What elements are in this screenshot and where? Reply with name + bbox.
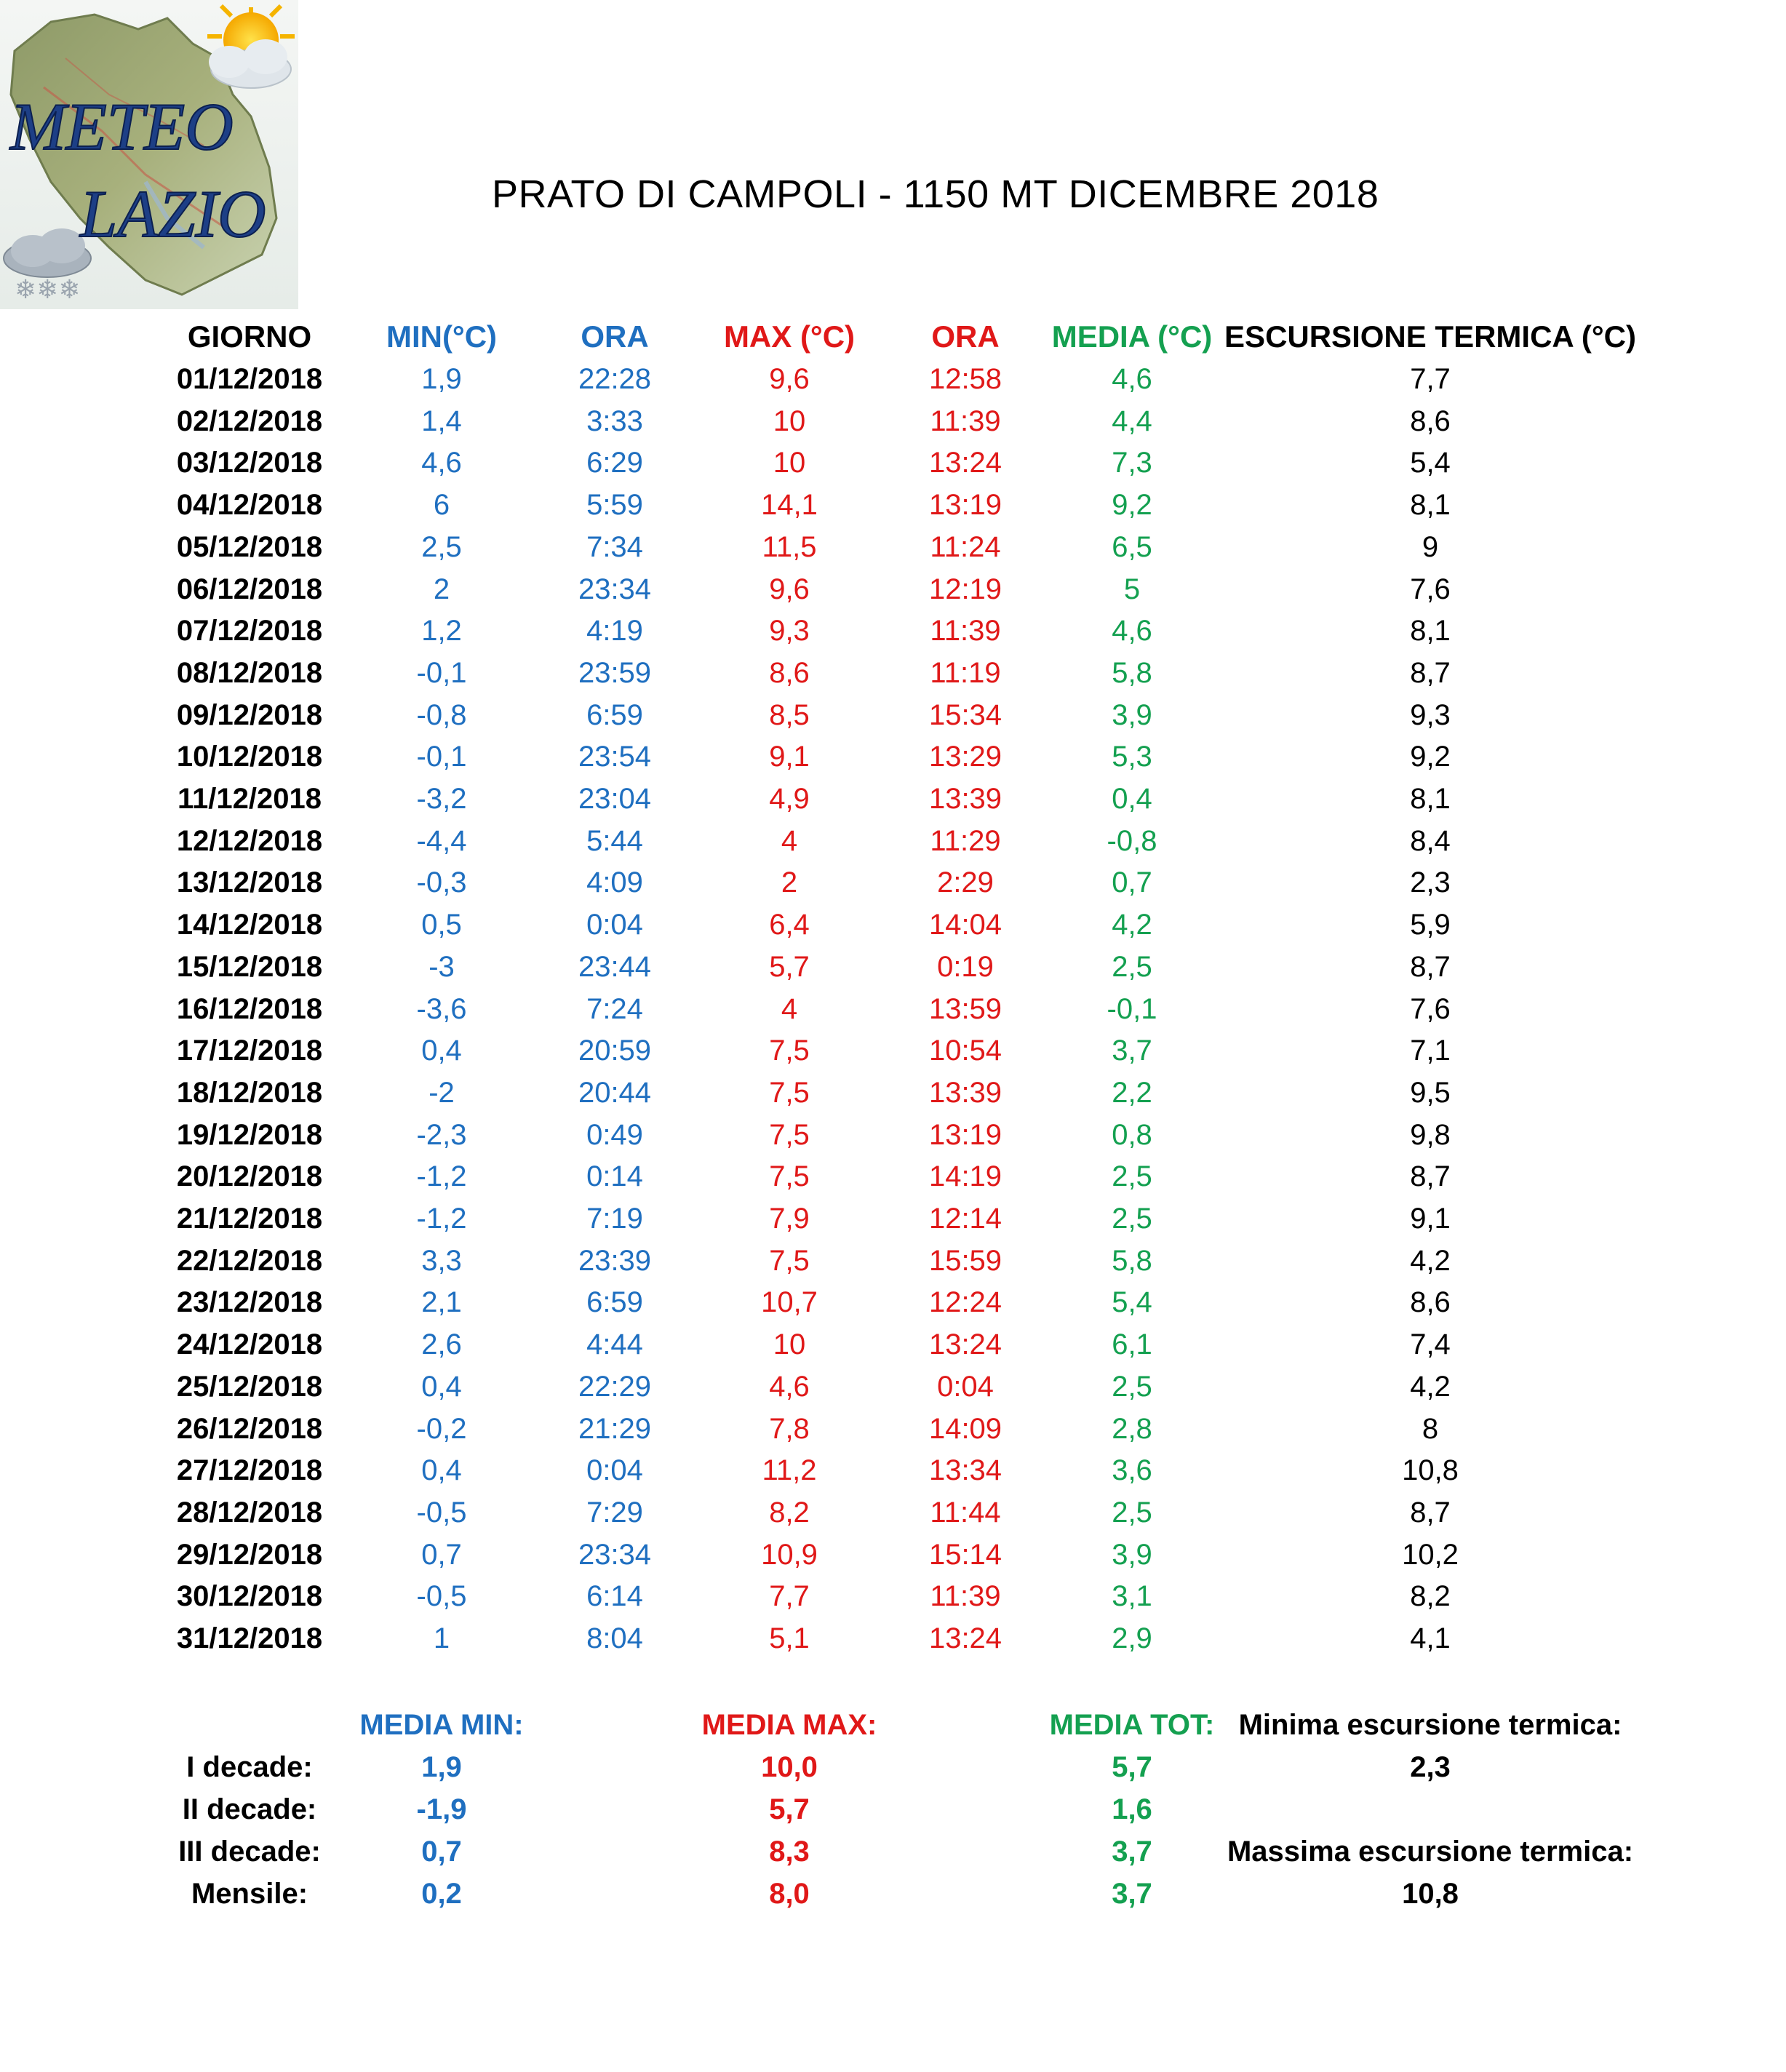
cell-avg: 5,3 [1112, 741, 1152, 773]
cell-excursion: 7,1 [1410, 1035, 1451, 1067]
cell-excursion: 5,9 [1410, 909, 1451, 941]
cell-time-min: 23:39 [578, 1245, 652, 1277]
cell-max: 4 [781, 825, 798, 857]
summary-header-tot: MEDIA TOT: [1049, 1709, 1215, 1741]
cell-excursion: 8,1 [1410, 783, 1451, 815]
cell-max: 5,1 [769, 1622, 810, 1654]
cell-time-min: 22:28 [578, 363, 652, 395]
cell-min: 4,6 [421, 447, 462, 479]
cell-date: 14/12/2018 [176, 909, 323, 941]
cell-min: 2,6 [421, 1328, 462, 1360]
cell-time-max: 11:39 [930, 615, 1001, 647]
table-row [0, 1029, 1786, 1072]
cell-max: 2 [781, 866, 798, 898]
cell-avg: 2,5 [1112, 951, 1152, 983]
svg-text:LAZIO: LAZIO [80, 177, 266, 251]
cell-avg: 4,4 [1112, 405, 1152, 437]
header-avg: MEDIA (°C) [1051, 319, 1213, 354]
cell-min: 2,5 [421, 531, 462, 563]
cell-max: 4 [781, 993, 798, 1025]
cell-time-max: 13:24 [928, 1328, 1002, 1360]
cell-excursion: 5,4 [1410, 447, 1451, 479]
cell-date: 16/12/2018 [176, 993, 323, 1025]
cell-time-max: 13:19 [928, 1119, 1002, 1151]
cell-avg: 2,8 [1112, 1413, 1152, 1445]
cell-excursion: 8,1 [1410, 615, 1451, 647]
cell-time-min: 4:09 [586, 866, 643, 898]
cell-time-max: 15:59 [928, 1245, 1002, 1277]
cell-date: 09/12/2018 [176, 699, 323, 731]
summary-header-max: MEDIA MAX: [701, 1709, 877, 1741]
header-min: MIN(°C) [386, 319, 498, 354]
cell-time-min: 23:34 [578, 1539, 652, 1571]
table-row [0, 568, 1786, 610]
cell-avg: 5 [1123, 573, 1141, 605]
daily-table [0, 358, 1786, 1660]
cell-excursion: 2,3 [1410, 866, 1451, 898]
cell-min: -0,1 [416, 657, 467, 689]
cell-date: 04/12/2018 [176, 489, 323, 521]
cell-max: 9,3 [769, 615, 810, 647]
cell-time-min: 23:54 [578, 741, 652, 773]
table-row [0, 1323, 1786, 1366]
table-row [0, 694, 1786, 736]
cell-avg: 2,5 [1112, 1160, 1152, 1192]
cell-date: 30/12/2018 [176, 1580, 323, 1612]
cell-time-max: 13:34 [928, 1454, 1002, 1486]
header-excursion: ESCURSIONE TERMICA (°C) [1224, 319, 1636, 354]
cell-excursion: 9,2 [1410, 741, 1451, 773]
cell-min: -0,2 [416, 1413, 467, 1445]
cell-time-max: 12:14 [928, 1203, 1002, 1235]
cell-min: 1,4 [421, 405, 462, 437]
cell-excursion: 8,7 [1410, 657, 1451, 689]
cell-excursion: 7,6 [1410, 993, 1451, 1025]
svg-text:❄❄❄: ❄❄❄ [15, 275, 81, 305]
cell-time-max: 12:24 [928, 1286, 1002, 1318]
summary-min-value: 0,7 [421, 1836, 462, 1868]
summary-header-min-excursion: Minima escursione termica: [1238, 1709, 1622, 1741]
cell-max: 7,5 [769, 1160, 810, 1192]
cell-excursion: 8,7 [1410, 1497, 1451, 1529]
cell-date: 18/12/2018 [176, 1077, 323, 1109]
cell-time-min: 0:04 [586, 1454, 643, 1486]
cell-time-max: 11:39 [930, 1580, 1001, 1612]
summary-label: II decade: [182, 1793, 317, 1825]
cell-max: 7,5 [769, 1077, 810, 1109]
cell-time-min: 3:33 [586, 405, 643, 437]
cell-max: 7,9 [769, 1203, 810, 1235]
cell-time-min: 7:19 [586, 1203, 643, 1235]
cell-max: 10 [773, 405, 806, 437]
cell-date: 01/12/2018 [176, 363, 323, 395]
cell-min: -3 [428, 951, 455, 983]
cell-excursion: 4,2 [1410, 1371, 1451, 1403]
cell-time-max: 13:39 [928, 783, 1002, 815]
cell-date: 03/12/2018 [176, 447, 323, 479]
cell-excursion: 8,1 [1410, 489, 1451, 521]
cell-excursion: 8,2 [1410, 1580, 1451, 1612]
table-row [0, 1534, 1786, 1576]
cell-avg: 9,2 [1112, 489, 1152, 521]
cell-time-min: 23:59 [578, 657, 652, 689]
meteo-lazio-logo [0, 0, 298, 309]
cell-time-min: 21:29 [578, 1413, 652, 1445]
cell-time-max: 13:39 [928, 1077, 1002, 1109]
cell-max: 8,5 [769, 699, 810, 731]
cell-date: 27/12/2018 [176, 1454, 323, 1486]
cell-min: -0,1 [416, 741, 467, 773]
cell-max: 7,8 [769, 1413, 810, 1445]
cell-time-min: 8:04 [586, 1622, 643, 1654]
cell-time-min: 0:49 [586, 1119, 643, 1151]
cell-avg: 4,6 [1112, 363, 1152, 395]
summary-section [0, 1704, 1786, 1922]
cell-min: -0,5 [416, 1497, 467, 1529]
cell-date: 06/12/2018 [176, 573, 323, 605]
header-time-min: ORA [581, 319, 649, 354]
cell-time-min: 6:59 [586, 699, 643, 731]
cell-min: -0,5 [416, 1580, 467, 1612]
cell-date: 17/12/2018 [176, 1035, 323, 1067]
cell-time-min: 6:14 [586, 1580, 643, 1612]
cell-max: 10,7 [761, 1286, 818, 1318]
cell-time-max: 11:39 [930, 405, 1001, 437]
cell-time-min: 4:44 [586, 1328, 643, 1360]
cell-excursion: 9,3 [1410, 699, 1451, 731]
cell-excursion: 4,2 [1410, 1245, 1451, 1277]
cell-avg: -0,1 [1107, 993, 1157, 1025]
cell-max: 7,5 [769, 1035, 810, 1067]
cell-min: 2 [433, 573, 450, 605]
cell-time-max: 11:29 [930, 825, 1001, 857]
cell-max: 8,2 [769, 1497, 810, 1529]
summary-tot-value: 1,6 [1112, 1793, 1152, 1825]
cell-date: 29/12/2018 [176, 1539, 323, 1571]
cell-avg: 0,7 [1112, 866, 1152, 898]
cell-time-max: 12:58 [928, 363, 1002, 395]
cell-avg: 2,5 [1112, 1371, 1152, 1403]
cell-excursion: 10,8 [1402, 1454, 1459, 1486]
summary-min-value: 1,9 [421, 1751, 462, 1783]
cell-time-max: 13:24 [928, 447, 1002, 479]
table-row [0, 1575, 1786, 1617]
cell-avg: 4,6 [1112, 615, 1152, 647]
cell-date: 26/12/2018 [176, 1413, 323, 1445]
cell-avg: 5,8 [1112, 657, 1152, 689]
table-row [0, 1072, 1786, 1114]
cell-avg: 2,9 [1112, 1622, 1152, 1654]
table-row [0, 778, 1786, 820]
cell-max: 7,5 [769, 1119, 810, 1151]
summary-tot-value: 5,7 [1112, 1751, 1152, 1783]
header-max: MAX (°C) [723, 319, 856, 354]
header-date: GIORNO [187, 319, 312, 354]
table-row [0, 988, 1786, 1030]
cell-time-min: 5:59 [586, 489, 643, 521]
cell-min: 0,5 [421, 909, 462, 941]
cell-max: 9,1 [769, 741, 810, 773]
cell-time-max: 13:59 [928, 993, 1002, 1025]
cell-time-max: 14:19 [928, 1160, 1002, 1192]
cell-date: 20/12/2018 [176, 1160, 323, 1192]
summary-header-max-excursion: Massima escursione termica: [1227, 1836, 1634, 1868]
cell-min: 3,3 [421, 1245, 462, 1277]
cell-time-max: 12:19 [928, 573, 1002, 605]
svg-text:METEO: METEO [10, 89, 234, 164]
cell-avg: 4,2 [1112, 909, 1152, 941]
cell-min: -1,2 [416, 1203, 467, 1235]
table-row [0, 1449, 1786, 1491]
cell-excursion: 7,4 [1410, 1328, 1451, 1360]
cell-excursion: 7,6 [1410, 573, 1451, 605]
cell-excursion: 7,7 [1410, 363, 1451, 395]
cell-date: 25/12/2018 [176, 1371, 323, 1403]
table-row [0, 400, 1786, 442]
cell-time-max: 11:24 [930, 531, 1001, 563]
cell-min: -2 [428, 1077, 455, 1109]
table-row [0, 1198, 1786, 1240]
cell-max: 14,1 [761, 489, 818, 521]
table-row [0, 1491, 1786, 1534]
summary-max-value: 5,7 [769, 1793, 810, 1825]
cell-min: -3,6 [416, 993, 467, 1025]
cell-max: 10 [773, 1328, 806, 1360]
cell-date: 11/12/2018 [178, 783, 322, 815]
cell-time-min: 6:59 [586, 1286, 643, 1318]
cell-avg: 2,2 [1112, 1077, 1152, 1109]
cell-avg: 2,5 [1112, 1497, 1152, 1529]
min-excursion-value: 2,3 [1410, 1751, 1451, 1783]
cell-avg: 7,3 [1112, 447, 1152, 479]
cell-avg: 0,8 [1112, 1119, 1152, 1151]
header-time-max: ORA [931, 319, 1000, 354]
cell-time-max: 14:09 [928, 1413, 1002, 1445]
summary-header-min: MEDIA MIN: [359, 1709, 524, 1741]
cell-max: 11,2 [762, 1454, 817, 1486]
cell-max: 4,6 [769, 1371, 810, 1403]
cell-date: 28/12/2018 [176, 1497, 323, 1529]
table-row [0, 1617, 1786, 1659]
table-row [0, 820, 1786, 862]
table-row [0, 904, 1786, 946]
cell-date: 05/12/2018 [176, 531, 323, 563]
cell-min: 0,4 [421, 1035, 462, 1067]
cell-time-max: 13:24 [928, 1622, 1002, 1654]
table-row [0, 1408, 1786, 1450]
cell-time-min: 7:34 [586, 531, 643, 563]
table-row [0, 526, 1786, 568]
summary-tot-value: 3,7 [1112, 1836, 1152, 1868]
cell-time-max: 15:14 [928, 1539, 1002, 1571]
cell-max: 5,7 [769, 951, 810, 983]
cell-min: 6 [433, 489, 450, 521]
table-row [0, 484, 1786, 526]
cell-time-min: 22:29 [578, 1371, 652, 1403]
max-excursion-value: 10,8 [1402, 1878, 1459, 1910]
cell-excursion: 9 [1422, 531, 1439, 563]
cell-time-max: 13:29 [928, 741, 1002, 773]
cell-date: 15/12/2018 [176, 951, 323, 983]
cell-max: 9,6 [769, 363, 810, 395]
cell-excursion: 8,6 [1410, 405, 1451, 437]
cell-excursion: 4,1 [1410, 1622, 1451, 1654]
cell-min: 1,2 [421, 615, 462, 647]
cell-excursion: 8,6 [1410, 1286, 1451, 1318]
table-row [0, 1114, 1786, 1156]
cell-excursion: 8,7 [1410, 1160, 1451, 1192]
cell-time-min: 7:24 [586, 993, 643, 1025]
cell-time-min: 6:29 [586, 447, 643, 479]
cell-avg: 3,6 [1112, 1454, 1152, 1486]
cell-avg: 3,7 [1112, 1035, 1152, 1067]
cell-min: -2,3 [416, 1119, 467, 1151]
cell-time-min: 23:34 [578, 573, 652, 605]
summary-label: Mensile: [191, 1878, 308, 1910]
cell-date: 13/12/2018 [176, 866, 323, 898]
cell-date: 23/12/2018 [176, 1286, 323, 1318]
cell-time-min: 4:19 [586, 615, 643, 647]
cell-date: 22/12/2018 [176, 1245, 323, 1277]
table-row [0, 652, 1786, 694]
cell-avg: 5,4 [1112, 1286, 1152, 1318]
cell-excursion: 8,7 [1410, 951, 1451, 983]
table-row [0, 736, 1786, 778]
cell-min: -0,3 [416, 866, 467, 898]
cell-time-max: 15:34 [928, 699, 1002, 731]
cell-time-min: 23:44 [578, 951, 652, 983]
cell-min: -3,2 [416, 783, 467, 815]
table-row [0, 442, 1786, 484]
cell-time-max: 2:29 [937, 866, 994, 898]
table-row [0, 358, 1786, 400]
cell-time-min: 7:29 [586, 1497, 643, 1529]
table-row [0, 1281, 1786, 1323]
cell-time-max: 0:04 [937, 1371, 994, 1403]
cell-min: 0,4 [421, 1454, 462, 1486]
cell-avg: 3,1 [1112, 1580, 1152, 1612]
summary-label: I decade: [186, 1751, 313, 1783]
summary-label: III decade: [178, 1836, 321, 1868]
cell-date: 21/12/2018 [176, 1203, 323, 1235]
table-row [0, 946, 1786, 988]
cell-max: 6,4 [769, 909, 810, 941]
cell-time-max: 10:54 [928, 1035, 1002, 1067]
table-row [0, 610, 1786, 652]
table-row [0, 1155, 1786, 1198]
cell-excursion: 10,2 [1402, 1539, 1459, 1571]
cell-date: 19/12/2018 [176, 1119, 323, 1151]
cell-date: 07/12/2018 [176, 615, 323, 647]
cell-avg: 2,5 [1112, 1203, 1152, 1235]
cell-min: 0,4 [421, 1371, 462, 1403]
summary-tot-value: 3,7 [1112, 1878, 1152, 1910]
cell-max: 8,6 [769, 657, 810, 689]
cell-date: 12/12/2018 [176, 825, 323, 857]
cell-max: 11,5 [762, 531, 817, 563]
cell-max: 10 [773, 447, 806, 479]
table-row [0, 861, 1786, 904]
cell-time-max: 11:44 [930, 1497, 1001, 1529]
cell-time-min: 0:14 [586, 1160, 643, 1192]
cell-excursion: 8 [1422, 1413, 1439, 1445]
summary-min-value: -1,9 [416, 1793, 467, 1825]
cell-date: 10/12/2018 [176, 741, 323, 773]
cell-date: 08/12/2018 [176, 657, 323, 689]
cell-time-max: 14:04 [928, 909, 1002, 941]
cell-avg: 6,5 [1112, 531, 1152, 563]
cell-min: 2,1 [421, 1286, 462, 1318]
cell-min: -0,8 [416, 699, 467, 731]
cell-avg: -0,8 [1107, 825, 1157, 857]
cell-time-max: 0:19 [937, 951, 994, 983]
cell-max: 9,6 [769, 573, 810, 605]
cell-avg: 3,9 [1112, 1539, 1152, 1571]
cell-max: 10,9 [761, 1539, 818, 1571]
cell-date: 31/12/2018 [176, 1622, 323, 1654]
cell-date: 02/12/2018 [176, 405, 323, 437]
cell-excursion: 9,1 [1410, 1203, 1451, 1235]
cell-max: 7,7 [769, 1580, 810, 1612]
summary-max-value: 10,0 [761, 1751, 818, 1783]
summary-min-value: 0,2 [421, 1878, 462, 1910]
page-title: PRATO DI CAMPOLI - 1150 MT DICEMBRE 2018 [492, 172, 1379, 216]
cell-min: 0,7 [421, 1539, 462, 1571]
cell-time-min: 5:44 [586, 825, 643, 857]
cell-time-max: 11:19 [930, 657, 1001, 689]
cell-time-min: 20:44 [578, 1077, 652, 1109]
cell-avg: 3,9 [1112, 699, 1152, 731]
cell-avg: 0,4 [1112, 783, 1152, 815]
cell-max: 7,5 [769, 1245, 810, 1277]
cell-avg: 6,1 [1112, 1328, 1152, 1360]
cell-excursion: 9,8 [1410, 1119, 1451, 1151]
cell-date: 24/12/2018 [176, 1328, 323, 1360]
cell-excursion: 8,4 [1410, 825, 1451, 857]
table-row [0, 1366, 1786, 1408]
summary-max-value: 8,0 [769, 1878, 810, 1910]
cell-min: 1 [433, 1622, 450, 1654]
cell-avg: 5,8 [1112, 1245, 1152, 1277]
cell-min: -4,4 [416, 825, 467, 857]
cell-time-min: 23:04 [578, 783, 652, 815]
cell-time-max: 13:19 [928, 489, 1002, 521]
cell-min: 1,9 [421, 363, 462, 395]
cell-max: 4,9 [769, 783, 810, 815]
summary-max-value: 8,3 [769, 1836, 810, 1868]
cell-time-min: 20:59 [578, 1035, 652, 1067]
cell-min: -1,2 [416, 1160, 467, 1192]
cell-time-min: 0:04 [586, 909, 643, 941]
cell-excursion: 9,5 [1410, 1077, 1451, 1109]
table-row [0, 1240, 1786, 1282]
